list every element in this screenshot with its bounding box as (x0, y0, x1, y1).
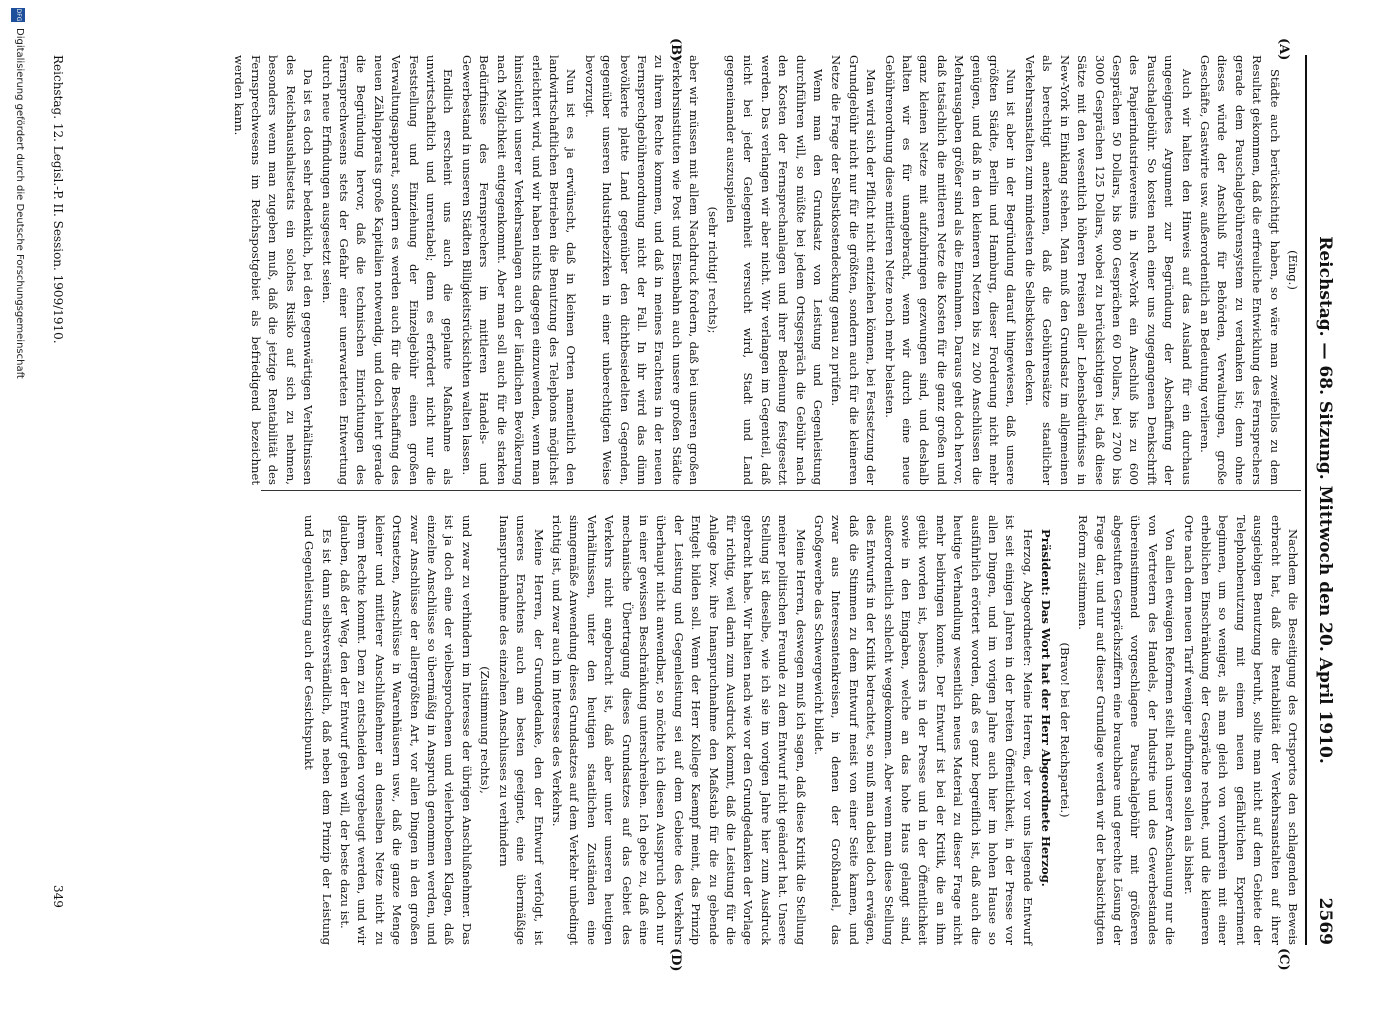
interjection: (sehr richtig! rechts); (705, 206, 720, 334)
digitization-credit: Digitalisierung gefördert durch die Deutsche Forschungsgemeinschaft (14, 28, 25, 379)
right-column (299, 515, 1301, 945)
header-page-number: 2569 (1315, 897, 1335, 945)
interjection: (Zustimmung rechts), (478, 666, 493, 794)
paragraph: Da ist es doch sehr bedenklich, bei den gegenwärtigen Verhältnissen des Reichshaushaltsetats ein solches Risiko auf sich zu nehmen, besonders wenn man zugeben muß, daß die jetzige Rentabilität des Fernsprechwesens im Reichspostgebiet als befriedigend bezeichnet werden kann. (231, 55, 316, 485)
paragraph: Wenn man den Grundsatz von Leistung und Gegenleistung durchführen will, so müßte bei jedem Ortsgespräch die Gebühr nach den Kosten der Fernsprechanlagen und ihrer Bedienung festgesetzt werden. Das verlangen wir aber nicht. Wir verlangen im Gegenteil, daß nicht bei jeder Gelegenheit versucht wird, Stadt und Land gegeneinander auszuspielen (724, 55, 826, 485)
header-title: Reichstag. — 68. Sitzung. Mittwoch den 20. April 1910. (1315, 236, 1335, 764)
page-header (1309, 55, 1335, 945)
paragraph: Herzog, Abgeordneter: Meine Herren, der vor uns liegende Entwurf ist seit einigen Jahren in der breiten Öffentlichkeit, in der Presse vor allen Dingen, und im vorigen Jahre auch hier im hohen Hause so ausführlich erörtert worden, daß es ganz begreiflich ist, daß auch die heutige Verhandlung wesentlich neues Material zu dieser Frage nicht mehr beibringen konnte. Der Entwurf ist bei der Kritik, die an ihm geübt worden ist, besonders in der Presse und in der Öffentlichkeit sowie in den Eingaben, welche an das hohe Haus gelangt sind, außerordentlich schlecht weggekommen. Aber wenn man diese Stellung des Entwurfs in der Kritik betrachtet, so muß man dabei doch erwägen, daß die Stimmen zu dem Entwurf meist von einer Seite kamen, und zwar aus Interessentenkreisen, in denen der Großhandel, das Großgewerbe das Schwergewicht bildet. (812, 515, 1035, 945)
margin-letter-c: (C) (1276, 948, 1291, 971)
paragraph: Es ist dann selbstverständlich, daß neben dem Prinzip der Leistung und Gegenleistung auch der Gesichtspunkt (302, 515, 334, 945)
margin-letter-d: (D) (668, 948, 683, 972)
paragraph: Nachdem die Beseitigung des Ortsportos den schlagenden Beweis erbracht hat, daß die Rentabilität der Verkehrsanstalten auf ihrer ausgiebigen Benutzung beruht, sollte man nicht auf dem Gebiete der Telephonbenutzung mit einem neuen gefährlichen Experiment beginnen, um so weniger, als man gleich von vornherein mit einer erheblichen Einschränkung der Gespräche rechnet, und die kleineren Orte nach dem neuen Tarif weniger aufbringen sollen als bisher. (1181, 515, 1300, 945)
paragraph: Man wird sich der Pflicht nicht entziehen können, bei Festsetzung der Grundgebühr nicht nur für die größten, sondern auch für die kleineren Netze die Frage der Selbstkostendeckung genau zu prüfen. (829, 55, 879, 485)
paragraph: Von allen etwaigen Reformen stellt nach unserer Anschauung nur die von Vertretern des Handels, der Industrie und des Gewerbestandes übereinstimmend vorgeschlagene Pauschalgebühr mit größeren abgestuften Gesprächsziffern eine brauchbare und gerechte Lösung der Frage dar, und nur auf dieser Grundlage werden wir der beabsichtigten Reform zustimmen. (1076, 515, 1178, 945)
paragraph: aber wir müssen mit allem Nachdruck fordern, daß bei unseren großen Verkehrsinstituten wie Post und Eisenbahn auch unsere großen Städte zu ihrem Rechte kommen, und daß in meines Erachtens in der neuen Fernsprechgebührenordnung nicht der Fall. In ihr wird das dünn bevölkerte platte Land gegenüber den dichtbesiedelten Gegenden, gegenüber unseren Industriebezirken in einer unberechtigten Weise bevorzugt. (582, 55, 702, 485)
header-rule (1305, 55, 1307, 945)
paragraph: Endlich erscheint uns auch die geplante Maßnahme als unwirtschaftlich und unrentabel; denn es erfordert nicht nur die Feststellung und Einziehung der Einzelgebühr einen großen Verwaltungsapparat, sondern es werden auch für die Beschaffung des neuen Zählapparats große Kapitalien notwendig, und doch lehrt gerade die Begründung hervor, daß die technischen Einrichtungen des Fernsprechwesens stets der Gefahr einer unerwarteten Entwertung durch neue Erfindungen ausgesetzt seien. (319, 55, 456, 485)
footer-page-number: 349 (51, 885, 65, 908)
interjection: (Bravo! bei der Reichspartei.) (1057, 642, 1072, 818)
paragraph: und zwar zu verhindern im Interesse der übrigen Anschlußnehmer. Das ist ja doch eine der vielbesprochenen und vielerhobenen Klagen, daß einzelne Anschlüsse so übermäßig in Anspruch genommen werden, und zwar Anschlüsse der allergrößten Art, vor allen Dingen in den großen Ortsnetzen, Anschlüsse in Warenhäusern usw., daß die ganze Menge kleiner und mittlerer Anschlußnehmer an denselben Netze nicht zu ihrem Rechte kommt. Dem zu entscheiden vorgebeugt werden, und wir glauben, daß der Weg, den der Entwurf gehen will, der beste dazu ist. (338, 515, 474, 945)
paragraph: Meine Herren, der Grundgedanke, den der Entwurf verfolgt, ist unseres Erachtens auch am besten geeignet, eine übermäßige Inanspruchnahme des einzelnen Anschlusses zu verhindern (496, 515, 546, 945)
paragraph: Meine Herren, deswegen muß ich sagen, daß diese Kritik die Stellung meiner politischen Freunde zu dem Entwurf nicht geändert hat. Unsere Stellung ist dieselbe, wie ich sie im vorigen Jahre hier zum Ausdruck gebracht habe. Wir halten nach wie vor den Grundgedanken der Vorlage für richtig, weil darin zum Ausdruck kommt, daß die Leistung für die Anlage bzw. ihre Inanspruchnahme den Maßstab für die zu gebende Entgelt bilden soll. Wenn der Herr Kollege Kaempf meint, das Prinzip der Leistung und Gegenleistung sei auf dem Gebiete des Verkehrs überhaupt nicht anwendbar, so möchte ich diesen Ausspruch doch nur in einer gewissen Beschränkung unterschreiben. Ich gebe zu, daß eine mechanische Übertragung dieses Grundsatzes auf das Gebiet des Verkehrs nicht angebracht ist, daß aber unter unseren heutigen Verhältnissen, unter den heutigen staatlichen Zuständen eine sinngemäße Anwendung dieses Grundsatzes auf dem Verkehr unbedingt richtig ist, und zwar auch im Interesse des Verkehrs. (549, 515, 808, 945)
margin-letter-a: (A) (1276, 38, 1291, 61)
paragraph: Städte auch berücksichtigt haben, so wäre man zweifellos zu dem Resultat gekommen, daß die erfreuliche Entwicklung des Fernsprechers gerade dem Pauschalgebührensystem zu verdanken ist; denn ohne dieses würde der Anschluß für Behörden, Verwaltungen, große Geschäfte, Gastwirte usw. außerordentlich an Bedeutung verlieren. (1197, 55, 1282, 485)
speaker-line: Präsident: Das Wort hat der Herr Abgeordnete Herzog. (1039, 529, 1054, 887)
paragraph: Nun ist es ja erwünscht, daß in kleinen Orten namentlich den landwirtschaftlichen Betrieben die Benutzung des Telephons möglichst erleichtert wird, und wir haben nichts dagegen einzuwenden, wenn man hinsichtlich unserer Verkehrsanlagen auch der ländlichen Bevölkerung nach Möglichkeit entgegenkommt. Aber man soll auch für die starken Bedürfnisse des Fernsprechers im mittleren Handels- und Gewerbestand in unseren Städten Billigkeitsrücksichten walten lassen. (459, 55, 579, 485)
paragraph: Auch wir halten den Hinweis auf das Ausland für ein durchaus ungeeignetes Argument zur Begründung der Abschaffung der Pauschalgebühr. So kosten nach einer uns zugegangenen Denkschrift des Papierindustrievereins in New-York ein Anschluß bis zu 600 Gesprächen 50 Dollars, bis 800 Gesprächen 60 Dollars, bei 2700 bis 3000 Gesprächen 125 Dollars, wobei zu berücksichtigen ist, daß diese Sätze mit den wesentlich höheren Preisen aller Lebensbedürfnisse in New-York in Einklang stehen. Man muß den Grundsatz im allgemeinen als berechtigt anerkennen, daß die Gebührensätze staatlicher Verkehrsanstalten zum mindesten die Selbstkosten decken. (1022, 55, 1194, 485)
margin-letter-b: (B) (668, 38, 683, 62)
paragraph: Nun ist aber in der Begründung darauf hingewiesen, daß unsere größten Städte, Berlin und Hamburg, dieser Forderung nicht mehr genügen, und daß in den kleineren Netzen bis zu 200 Anschlüssen die Mehrausgaben größer sind als die Einnahmen. Daraus geht doch hervor, daß tatsächlich die mittleren Netze die Kosten für die ganz großen und ganz kleinen Netze mit aufzubringen gezwungen sind, und deshalb halten wir es für unangebracht, wenn wir durch eine neue Gebührenordnung diese mittleren Netze noch mehr belasten. (882, 55, 1019, 485)
footer-session-info: Reichstag. 12. Legisl.-P. II. Session. 1909/1910. (51, 55, 65, 344)
dfg-logo: DFG (11, 8, 25, 22)
column-divider (261, 490, 1301, 491)
left-column (228, 55, 1301, 485)
paragraph: (Eing.) (1286, 250, 1300, 290)
